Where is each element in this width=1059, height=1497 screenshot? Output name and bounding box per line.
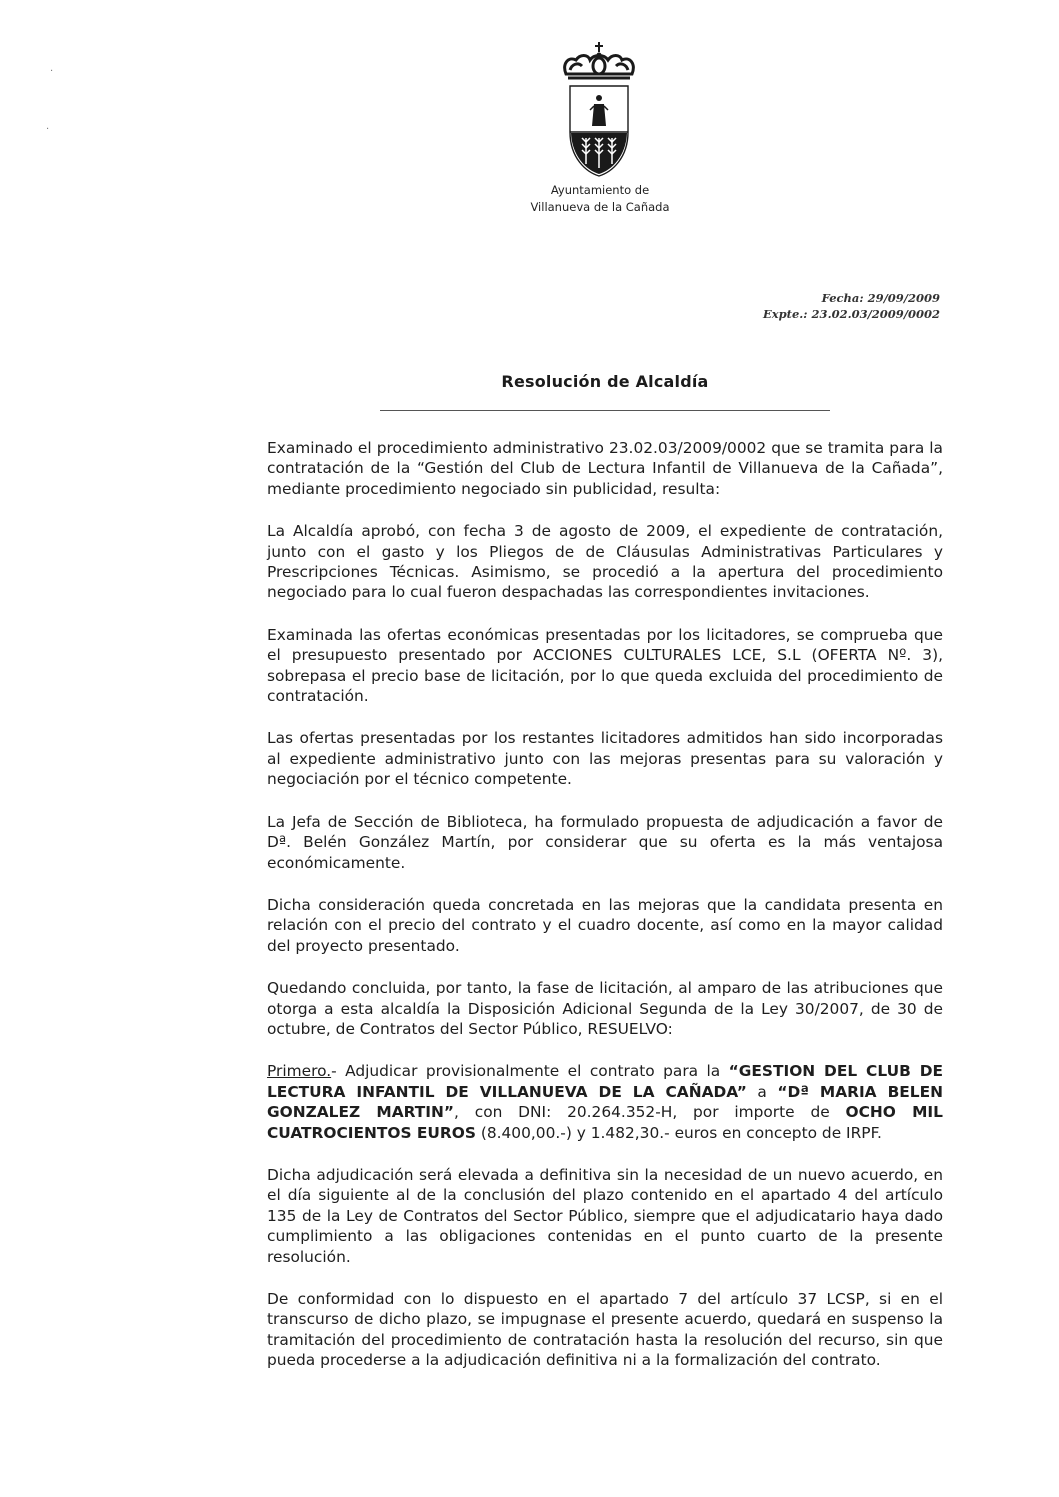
issuer-line-1: Ayuntamiento de xyxy=(550,183,650,197)
paragraph-10: De conformidad con lo dispuesto en el apartado 7 del artículo 37 LCSP, si en el transcurso de dicho plazo, se impugnase el presente acuerdo, quedará en suspenso la tramitación del procedimiento de contratación hasta la resolución del recurso, sin que pueda procederse a la adjudicación definitiva ni a la formalización del contrato. xyxy=(267,1290,943,1370)
resolution-item-label: Primero. xyxy=(267,1062,332,1081)
resolution-text: - Adjudicar provisionalmente el contrato para la xyxy=(331,1062,729,1081)
paragraph-1: Examinado el procedimiento administrativo 23.02.03/2009/0002 que se tramita para la contratación de la “Gestión del Club de Lectura Infantil de Villanueva de la Cañada”, mediante procedimiento negociado sin publicidad, resulta: xyxy=(267,439,943,498)
paragraph-6: Dicha consideración queda concretada en las mejoras que la candidata presenta en relación con el precio del contrato y el cuadro docente, así como en la mayor calidad del proyecto presentado. xyxy=(267,895,943,955)
resolution-text: , con DNI: 20.264.352-H, por importe de xyxy=(454,1103,846,1122)
amount-in-words: OCHO MIL CUATROCIENTOS EUROS xyxy=(267,1103,943,1142)
paragraph-9: Dicha adjudicación será elevada a definitiva sin la necesidad de un nuevo acuerdo, en el día siguiente al de la conclusión del plazo contenido en el apartado 4 del artículo 135 de la Ley de Contratos del Sector Público, siempre que el adjudicatario haya dado cumplimiento a las obligaciones contenidas en el punto cuarto de la presente resolución. xyxy=(267,1165,943,1266)
contract-name: “GESTION DEL CLUB DE LECTURA INFANTIL DE VILLANUEVA DE LA CAÑADA” xyxy=(267,1062,943,1101)
paragraph-5: La Jefa de Sección de Biblioteca, ha formulado propuesta de adjudicación a favor de Dª. Belén González Martín, por considerar que su oferta es la más ventajosa económicamente. xyxy=(267,812,943,872)
resolution-text: a xyxy=(746,1082,778,1101)
scan-speck: · xyxy=(50,66,54,77)
paragraph-7: Quedando concluida, por tanto, la fase de licitación, al amparo de las atribuciones que otorga a esta alcaldía la Disposición Adicional Segunda de la Ley 30/2007, de 30 de octubre, de Contratos del Sector Público, RESUELVO: xyxy=(267,979,943,1038)
municipal-crest-logo xyxy=(556,40,642,180)
paragraph-8-resolution-first xyxy=(267,1061,943,1143)
issuer-block xyxy=(480,182,720,216)
reference-block xyxy=(700,290,940,322)
paragraph-3: Examinada las ofertas económicas presentadas por los licitadores, se comprueba que el presupuesto presentado por ACCIONES CULTURALES LCE, S.L (OFERTA Nº. 3), sobrepasa el precio base de licitación, por lo que queda excluida del procedimiento de contratación. xyxy=(267,625,943,706)
file-number-line: Expte.: 23.02.03/2009/0002 xyxy=(763,307,940,321)
document-title: Resolución de Alcaldía xyxy=(501,372,709,391)
scan-speck: · xyxy=(46,124,50,135)
paragraph-2: La Alcaldía aprobó, con fecha 3 de agosto de 2009, el expediente de contratación, junto con el gasto y los Pliegos de de Cláusulas Administrativas Particulares y Prescripciones Técnicas. Asimismo, se procedió a la apertura del procedimiento negociado para lo cual fueron despachadas las correspondientes invitaciones. xyxy=(267,522,943,602)
date-line: Fecha: 29/09/2009 xyxy=(821,291,940,305)
resolution-text: (8.400,00.-) y 1.482,30.- euros en concepto de IRPF. xyxy=(475,1123,882,1142)
title-underline-divider xyxy=(380,410,830,411)
paragraph-4: Las ofertas presentadas por los restantes licitadores admitidos han sido incorporadas al expediente administrativo junto con las mejoras presentas para su valoración y negociación por el técnico competente. xyxy=(267,729,943,789)
issuer-line-2: Villanueva de la Cañada xyxy=(530,200,670,214)
awardee-name: “Dª MARIA BELEN GONZALEZ MARTIN” xyxy=(267,1082,944,1122)
document-body xyxy=(267,438,943,1393)
